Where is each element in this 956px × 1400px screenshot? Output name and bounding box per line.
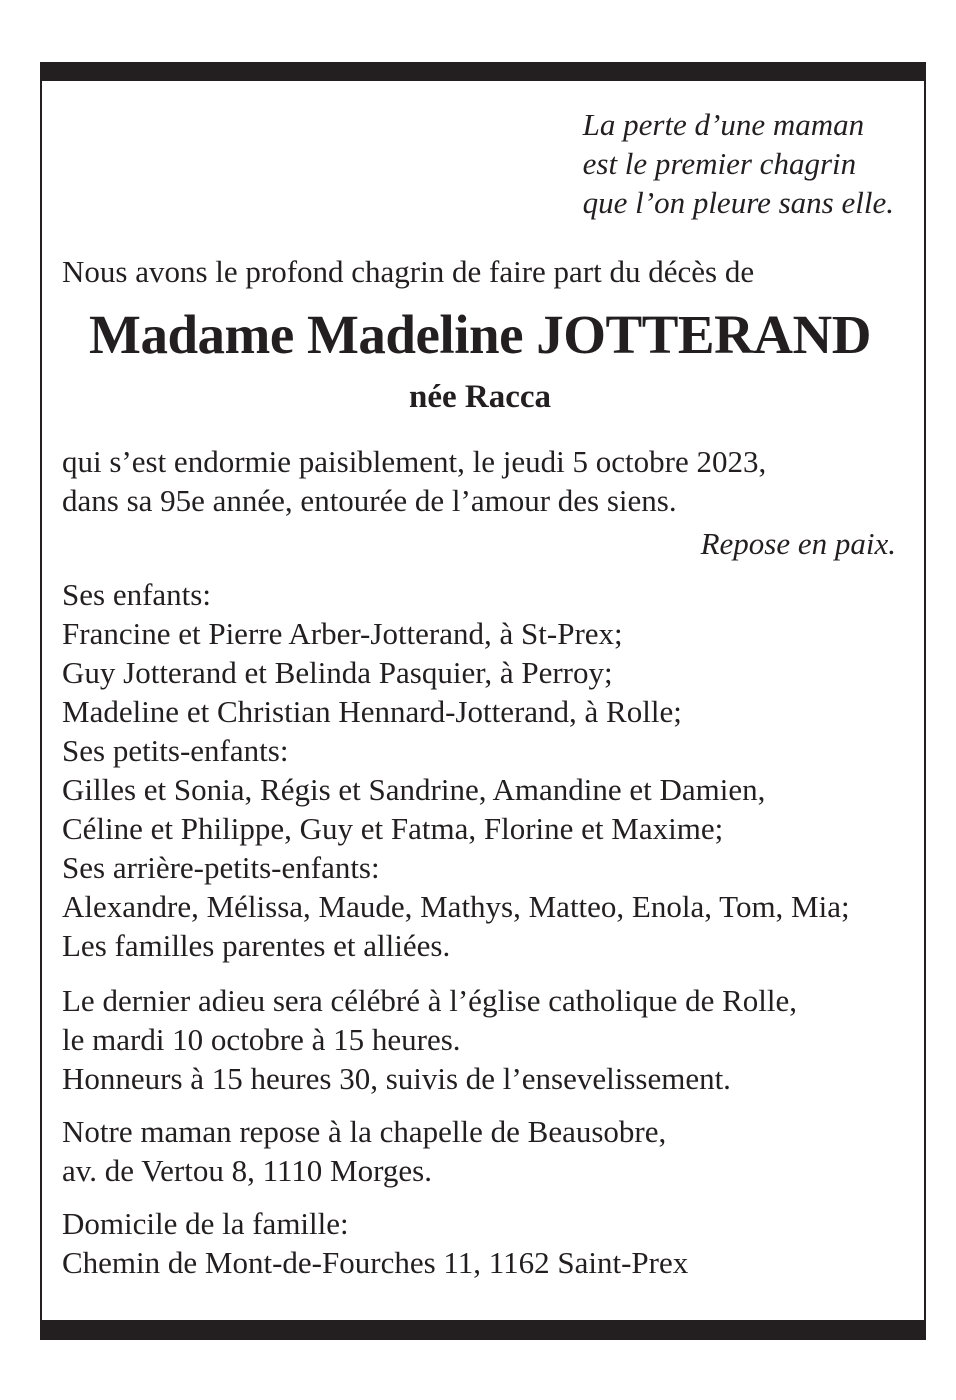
repose-location-line: av. de Vertou 8, 1110 Morges. xyxy=(62,1153,432,1188)
family-line: Céline et Philippe, Guy et Fatma, Florine et Maxime; xyxy=(62,811,724,846)
epigraph xyxy=(583,105,894,222)
announcement-text: Nous avons le profond chagrin de faire part du décès de xyxy=(62,254,755,289)
family-line: Ses arrière-petits-enfants: xyxy=(62,850,380,885)
family-home-paragraph xyxy=(62,1204,898,1282)
notice-frame xyxy=(40,81,926,1320)
top-rule xyxy=(40,62,926,81)
epigraph-line: est le premier chagrin xyxy=(582,146,857,181)
family-line: Madeline et Christian Hennard-Jotterand, à Rolle; xyxy=(62,694,682,729)
family-line: Alexandre, Mélissa, Maude, Mathys, Matteo, Enola, Tom, Mia; xyxy=(62,889,850,924)
family-line: Francine et Pierre Arber-Jotterand, à St-Prex; xyxy=(62,616,623,651)
ceremony-line: Le dernier adieu sera célébré à l’église catholique de Rolle, xyxy=(62,983,798,1018)
repose-location-line: Notre maman repose à la chapelle de Beausobre, xyxy=(62,1114,667,1149)
family-line: Les familles parentes et alliées. xyxy=(62,928,451,963)
ceremony-paragraph xyxy=(62,981,898,1098)
epigraph-line: que l’on pleure sans elle. xyxy=(582,185,894,220)
repose-location-paragraph xyxy=(62,1112,898,1190)
rest-in-peace: Repose en paix. xyxy=(700,526,896,561)
family-home-line: Chemin de Mont-de-Fourches 11, 1162 Saint-Prex xyxy=(62,1245,689,1280)
family-line: Gilles et Sonia, Régis et Sandrine, Amandine et Damien, xyxy=(62,772,766,807)
passing-line: qui s’est endormie paisiblement, le jeudi 5 octobre 2023, xyxy=(62,444,767,479)
family-line: Ses petits-enfants: xyxy=(62,733,289,768)
ceremony-line: le mardi 10 octobre à 15 heures. xyxy=(62,1022,461,1057)
passing-paragraph xyxy=(62,442,898,520)
obituary-card xyxy=(40,62,926,1340)
maiden-name: née Racca xyxy=(408,379,552,415)
bottom-rule xyxy=(40,1320,926,1340)
family-line: Ses enfants: xyxy=(62,577,211,612)
ceremony-line: Honneurs à 15 heures 30, suivis de l’ensevelissement. xyxy=(62,1061,731,1096)
passing-line: dans sa 95e année, entourée de l’amour des siens. xyxy=(62,483,677,518)
family-home-line: Domicile de la famille: xyxy=(62,1206,349,1241)
family-line: Guy Jotterand et Belinda Pasquier, à Perroy; xyxy=(62,655,613,690)
epigraph-line: La perte d’une maman xyxy=(582,107,865,142)
family-paragraph xyxy=(62,575,898,965)
deceased-name: Madame Madeline JOTTERAND xyxy=(89,304,871,365)
